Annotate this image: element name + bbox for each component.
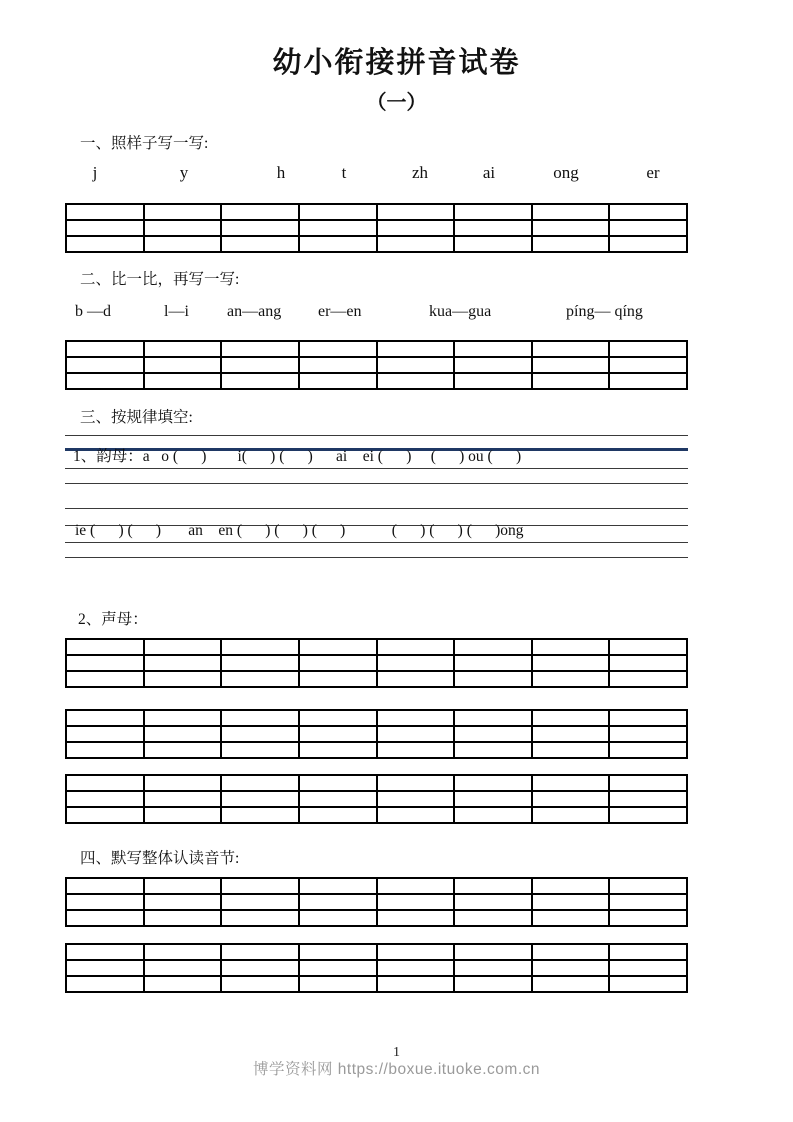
answer-cell [221,236,299,252]
answer-cell [221,960,299,976]
answer-cell [144,976,222,992]
answer-cell [377,976,455,992]
answer-cell [299,960,377,976]
answer-cell [299,220,377,236]
answer-table-2 [65,340,688,390]
answer-cell [532,671,610,687]
answer-cell [221,807,299,823]
answer-cell [377,726,455,742]
answer-cell [609,357,687,373]
guide-line [65,435,688,436]
answer-cell [454,976,532,992]
answer-cell [299,775,377,791]
answer-cell [454,960,532,976]
answer-cell [609,204,687,220]
compare-pair: píng— qíng [566,303,643,320]
answer-cell [299,976,377,992]
answer-cell [221,204,299,220]
answer-cell [377,204,455,220]
answer-cell [377,960,455,976]
answer-cell [299,655,377,671]
answer-cell [609,671,687,687]
answer-cell [144,960,222,976]
answer-cell [66,204,144,220]
answer-cell [609,220,687,236]
answer-cell [221,910,299,926]
answer-cell [221,742,299,758]
answer-cell [66,341,144,357]
answer-cell [299,742,377,758]
answer-cell [144,791,222,807]
answer-cell [609,726,687,742]
answer-cell [299,671,377,687]
answer-table-5 [65,774,688,824]
answer-cell [299,710,377,726]
compare-pair: kua—gua [429,303,492,320]
answer-cell [532,373,610,389]
answer-cell [532,341,610,357]
answer-cell [144,807,222,823]
guide-line [65,508,688,509]
answer-cell [144,944,222,960]
answer-cell [299,894,377,910]
answer-cell [221,710,299,726]
example-letter: ai [482,163,496,182]
answer-cell [454,742,532,758]
section-4-heading: 四、默写整体认读音节: [80,850,240,867]
page-title: 幼小衔接拼音试卷 [272,47,521,79]
guide-line [65,542,688,543]
answer-cell [609,639,687,655]
answer-cell [609,960,687,976]
answer-cell [454,807,532,823]
answer-cell [66,910,144,926]
answer-cell [144,710,222,726]
guide-line [65,468,688,469]
answer-cell [221,791,299,807]
answer-cell [609,742,687,758]
answer-cell [532,910,610,926]
answer-cell [532,726,610,742]
answer-cell [299,791,377,807]
answer-cell [377,655,455,671]
answer-cell [454,220,532,236]
answer-cell [144,639,222,655]
consonant-subheading: 2、声母： [78,611,148,628]
example-letter: zh [411,163,429,182]
answer-cell [66,236,144,252]
answer-cell [377,236,455,252]
answer-table-4 [65,709,688,759]
answer-cell [144,220,222,236]
answer-cell [532,775,610,791]
answer-cell [377,894,455,910]
answer-cell [609,807,687,823]
answer-cell [377,878,455,894]
answer-cell [532,357,610,373]
answer-cell [221,775,299,791]
compare-pair: an—ang [227,303,282,320]
vowel-line-2-text: ie ( ) ( ) an en ( ) ( ) ( ) ( ) ( ) ( )ong [75,522,524,539]
footer-watermark: 博学资料网 https://boxue.ituoke.com.cn [253,1061,540,1078]
answer-cell [221,357,299,373]
answer-cell [377,220,455,236]
answer-cell [377,373,455,389]
answer-cell [144,204,222,220]
answer-cell [454,357,532,373]
compare-pair: b —d [75,303,111,320]
answer-cell [609,976,687,992]
answer-cell [66,791,144,807]
compare-pair: er—en [318,303,362,320]
section-1-heading: 一、照样子写一写: [80,135,209,152]
answer-cell [221,655,299,671]
answer-cell [144,775,222,791]
answer-cell [532,639,610,655]
answer-cell [609,341,687,357]
answer-cell [299,204,377,220]
answer-cell [454,791,532,807]
answer-cell [454,373,532,389]
answer-cell [66,976,144,992]
section-3-heading: 三、按规律填空: [80,409,193,426]
answer-cell [532,944,610,960]
answer-cell [66,726,144,742]
answer-cell [454,726,532,742]
answer-cell [377,639,455,655]
answer-cell [221,373,299,389]
answer-table-6 [65,877,688,927]
example-letter: h [276,163,286,182]
answer-cell [66,710,144,726]
example-letters-row [65,163,688,187]
answer-cell [609,775,687,791]
answer-cell [144,341,222,357]
guide-line [65,557,688,558]
answer-cell [454,655,532,671]
answer-table-7 [65,943,688,993]
answer-cell [221,671,299,687]
answer-cell [299,726,377,742]
answer-cell [144,373,222,389]
answer-cell [532,878,610,894]
answer-cell [377,910,455,926]
answer-cell [221,976,299,992]
answer-cell [609,710,687,726]
answer-cell [299,910,377,926]
answer-cell [454,204,532,220]
answer-cell [377,807,455,823]
answer-cell [609,894,687,910]
answer-cell [66,807,144,823]
answer-cell [454,710,532,726]
answer-cell [454,236,532,252]
example-letter: ong [553,163,579,182]
answer-cell [609,878,687,894]
answer-cell [454,639,532,655]
answer-cell [609,373,687,389]
compare-pairs-row [65,303,688,329]
answer-cell [454,910,532,926]
answer-cell [377,357,455,373]
answer-cell [532,220,610,236]
answer-table-3 [65,638,688,688]
answer-cell [66,671,144,687]
answer-cell [377,775,455,791]
answer-cell [299,807,377,823]
answer-cell [532,655,610,671]
answer-cell [532,236,610,252]
answer-cell [454,944,532,960]
answer-cell [454,878,532,894]
example-letter: j [92,163,98,182]
answer-cell [299,944,377,960]
answer-cell [144,910,222,926]
answer-cell [532,894,610,910]
answer-cell [221,220,299,236]
answer-cell [609,791,687,807]
example-letter: t [341,163,347,182]
page-number: 1 [393,1045,400,1060]
answer-cell [532,807,610,823]
answer-cell [144,878,222,894]
compare-pair: l—i [164,303,189,320]
answer-cell [66,639,144,655]
answer-cell [299,236,377,252]
answer-cell [221,341,299,357]
answer-cell [609,655,687,671]
answer-cell [532,204,610,220]
answer-cell [454,341,532,357]
answer-cell [66,894,144,910]
answer-cell [144,655,222,671]
answer-cell [299,878,377,894]
answer-cell [609,910,687,926]
answer-cell [532,710,610,726]
answer-cell [532,742,610,758]
answer-cell [299,341,377,357]
answer-cell [66,742,144,758]
pinyin-guide-1 [65,435,688,485]
answer-cell [377,710,455,726]
answer-cell [454,894,532,910]
answer-cell [144,671,222,687]
answer-cell [609,944,687,960]
answer-cell [66,944,144,960]
answer-cell [66,775,144,791]
answer-cell [377,671,455,687]
example-letter: y [179,163,189,182]
answer-cell [66,220,144,236]
answer-cell [66,357,144,373]
example-letter: er [646,163,660,182]
answer-cell [299,373,377,389]
answer-cell [221,639,299,655]
answer-cell [66,655,144,671]
answer-cell [532,976,610,992]
answer-cell [144,726,222,742]
answer-cell [144,894,222,910]
answer-cell [454,671,532,687]
answer-cell [66,878,144,894]
answer-cell [377,944,455,960]
section-2-heading: 二、比一比，再写一写: [80,271,240,288]
answer-cell [454,775,532,791]
answer-cell [299,357,377,373]
answer-cell [377,791,455,807]
pinyin-guide-2 [65,508,688,559]
answer-cell [144,357,222,373]
answer-cell [144,236,222,252]
guide-line [65,483,688,484]
answer-cell [221,878,299,894]
answer-cell [221,944,299,960]
answer-cell [66,373,144,389]
answer-cell [221,894,299,910]
answer-cell [377,341,455,357]
answer-cell [66,960,144,976]
page-subtitle: （一） [366,92,427,114]
answer-cell [377,742,455,758]
answer-cell [532,960,610,976]
answer-cell [609,236,687,252]
answer-cell [144,742,222,758]
answer-cell [221,726,299,742]
answer-cell [299,639,377,655]
answer-cell [532,791,610,807]
vowel-line-1-text: 1、韵母：a o ( ) i( ) ( ) ai ei ( ) ( ) ou ( ) [73,448,522,465]
answer-table-1 [65,203,688,253]
